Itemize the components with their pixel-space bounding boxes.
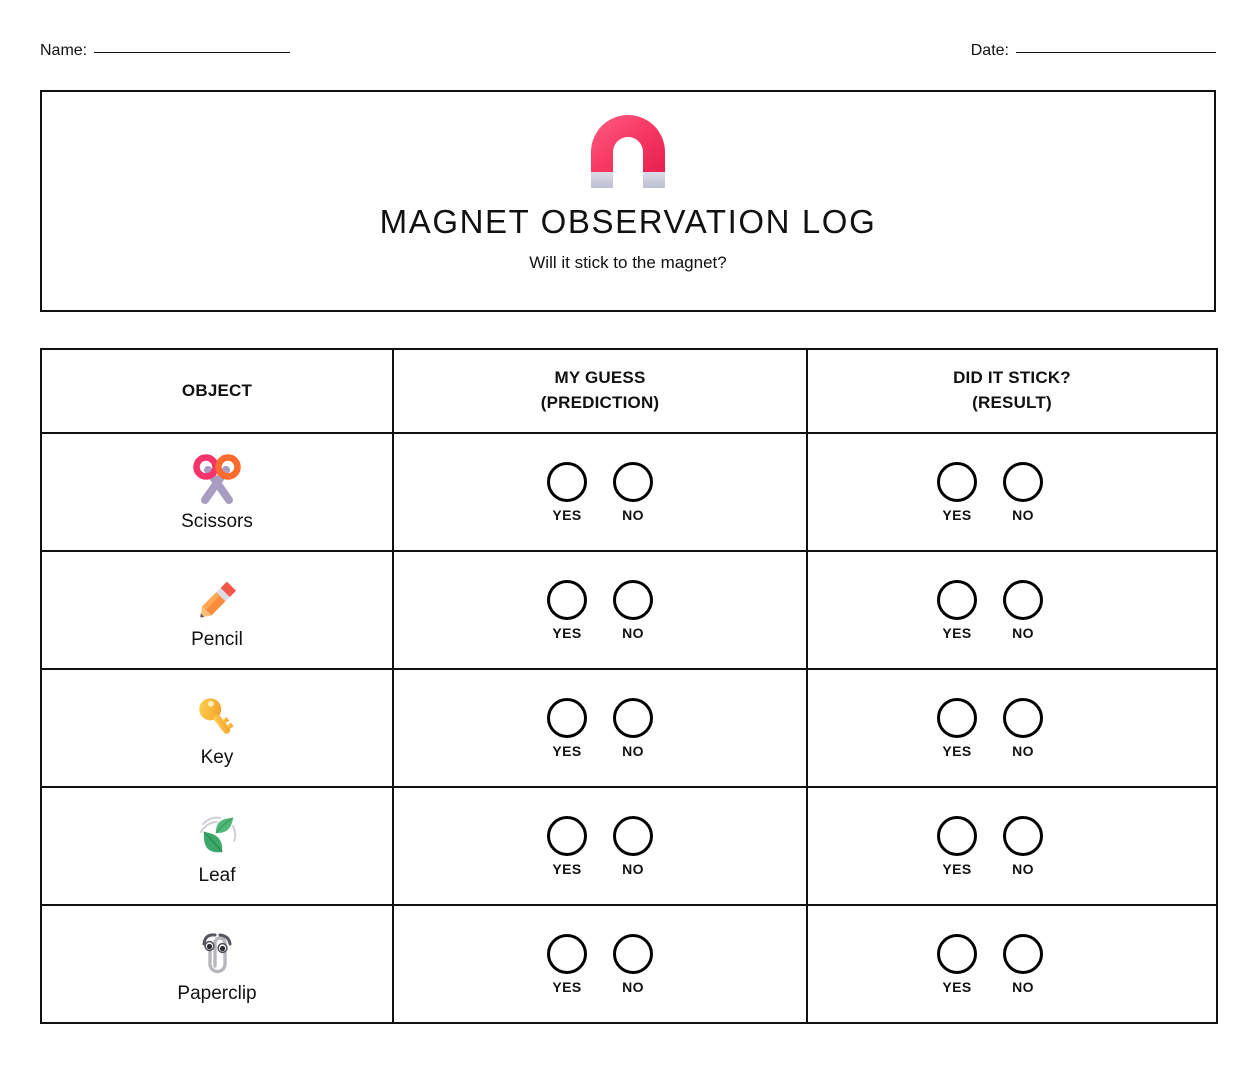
guess-cell	[393, 905, 807, 1023]
guess-yes-label: YES	[552, 506, 582, 523]
result-cell	[807, 905, 1217, 1023]
result-yes-option[interactable]	[937, 698, 977, 759]
paperclip-icon	[189, 926, 245, 982]
guess-yes-bubble[interactable]	[547, 816, 587, 856]
name-write-line[interactable]	[94, 52, 290, 53]
leaf-icon	[189, 808, 245, 864]
name-field[interactable]	[40, 42, 290, 60]
table-row	[41, 905, 1217, 1023]
column-header-guess-label: MY GUESS	[554, 368, 646, 388]
guess-yes-option[interactable]	[547, 934, 587, 995]
table-row	[41, 787, 1217, 905]
result-yes-label: YES	[942, 860, 972, 877]
guess-no-bubble[interactable]	[613, 698, 653, 738]
guess-no-option[interactable]	[613, 580, 653, 641]
guess-no-label: NO	[622, 506, 644, 523]
result-no-label: NO	[1012, 742, 1034, 759]
result-no-bubble[interactable]	[1003, 462, 1043, 502]
column-header-result-label: DID IT STICK?	[953, 368, 1071, 388]
guess-yes-option[interactable]	[547, 462, 587, 523]
guess-yes-bubble[interactable]	[547, 462, 587, 502]
result-yes-bubble[interactable]	[937, 698, 977, 738]
result-yes-option[interactable]	[937, 580, 977, 641]
guess-no-bubble[interactable]	[613, 816, 653, 856]
object-cell	[41, 551, 393, 669]
date-write-line[interactable]	[1016, 52, 1216, 53]
guess-yes-label: YES	[552, 624, 582, 641]
result-yes-option[interactable]	[937, 462, 977, 523]
result-no-bubble[interactable]	[1003, 934, 1043, 974]
result-no-option[interactable]	[1003, 462, 1043, 523]
result-no-bubble[interactable]	[1003, 698, 1043, 738]
pencil-icon	[189, 572, 245, 628]
result-no-bubble[interactable]	[1003, 580, 1043, 620]
object-cell	[41, 433, 393, 551]
result-yes-label: YES	[942, 624, 972, 641]
result-yes-option[interactable]	[937, 816, 977, 877]
key-icon	[189, 690, 245, 746]
guess-no-option[interactable]	[613, 462, 653, 523]
column-header-guess	[393, 349, 807, 433]
result-cell	[807, 433, 1217, 551]
guess-no-option[interactable]	[613, 816, 653, 877]
horseshoe-magnet-icon	[583, 114, 673, 192]
guess-cell	[393, 551, 807, 669]
date-field[interactable]	[971, 42, 1216, 60]
table-row	[41, 669, 1217, 787]
guess-yes-option[interactable]	[547, 580, 587, 641]
guess-yes-option[interactable]	[547, 698, 587, 759]
column-header-guess-sublabel: (PREDICTION)	[540, 393, 660, 412]
page-title: MAGNET OBSERVATION LOG	[379, 203, 877, 240]
guess-yes-label: YES	[552, 742, 582, 759]
table-row	[41, 433, 1217, 551]
guess-no-option[interactable]	[613, 698, 653, 759]
result-cell	[807, 551, 1217, 669]
guess-yes-label: YES	[552, 978, 582, 995]
column-header-object	[41, 349, 393, 433]
result-no-option[interactable]	[1003, 934, 1043, 995]
header-row	[41, 349, 1217, 433]
guess-cell	[393, 433, 807, 551]
guess-cell	[393, 787, 807, 905]
result-no-label: NO	[1012, 860, 1034, 877]
object-label: Leaf	[198, 864, 236, 886]
page-subtitle: Will it stick to the magnet?	[529, 253, 727, 273]
guess-no-label: NO	[622, 860, 644, 877]
column-header-object-label: OBJECT	[181, 380, 253, 400]
column-header-result-sublabel: (RESULT)	[972, 393, 1052, 412]
result-yes-label: YES	[942, 978, 972, 995]
result-no-label: NO	[1012, 978, 1034, 995]
guess-no-bubble[interactable]	[613, 934, 653, 974]
object-cell	[41, 787, 393, 905]
result-yes-label: YES	[942, 742, 972, 759]
result-yes-bubble[interactable]	[937, 580, 977, 620]
guess-no-label: NO	[622, 624, 644, 641]
result-no-option[interactable]	[1003, 580, 1043, 641]
result-no-label: NO	[1012, 506, 1034, 523]
result-no-label: NO	[1012, 624, 1034, 641]
result-yes-bubble[interactable]	[937, 462, 977, 502]
student-info-row	[40, 36, 1216, 66]
guess-yes-bubble[interactable]	[547, 580, 587, 620]
object-label: Paperclip	[177, 982, 257, 1004]
guess-no-label: NO	[622, 978, 644, 995]
guess-cell	[393, 669, 807, 787]
guess-yes-bubble[interactable]	[547, 934, 587, 974]
result-cell	[807, 787, 1217, 905]
guess-no-bubble[interactable]	[613, 580, 653, 620]
guess-no-option[interactable]	[613, 934, 653, 995]
guess-yes-label: YES	[552, 860, 582, 877]
table-row	[41, 551, 1217, 669]
object-cell	[41, 669, 393, 787]
date-label: Date:	[970, 42, 1009, 59]
worksheet-header-box	[40, 90, 1216, 312]
table-header	[41, 349, 1217, 433]
scissors-icon	[189, 454, 245, 510]
table-body	[41, 433, 1217, 1023]
guess-yes-option[interactable]	[547, 816, 587, 877]
guess-no-bubble[interactable]	[613, 462, 653, 502]
result-no-bubble[interactable]	[1003, 816, 1043, 856]
result-no-option[interactable]	[1003, 816, 1043, 877]
result-cell	[807, 669, 1217, 787]
object-cell	[41, 905, 393, 1023]
column-header-result	[807, 349, 1217, 433]
result-yes-bubble[interactable]	[937, 816, 977, 856]
result-yes-bubble[interactable]	[937, 934, 977, 974]
guess-yes-bubble[interactable]	[547, 698, 587, 738]
name-label: Name:	[40, 42, 88, 59]
result-no-option[interactable]	[1003, 698, 1043, 759]
guess-no-label: NO	[622, 742, 644, 759]
result-yes-option[interactable]	[937, 934, 977, 995]
observation-log-table	[40, 348, 1218, 1024]
result-yes-label: YES	[942, 506, 972, 523]
object-label: Scissors	[181, 510, 253, 532]
object-label: Pencil	[191, 628, 243, 650]
object-label: Key	[200, 746, 234, 768]
